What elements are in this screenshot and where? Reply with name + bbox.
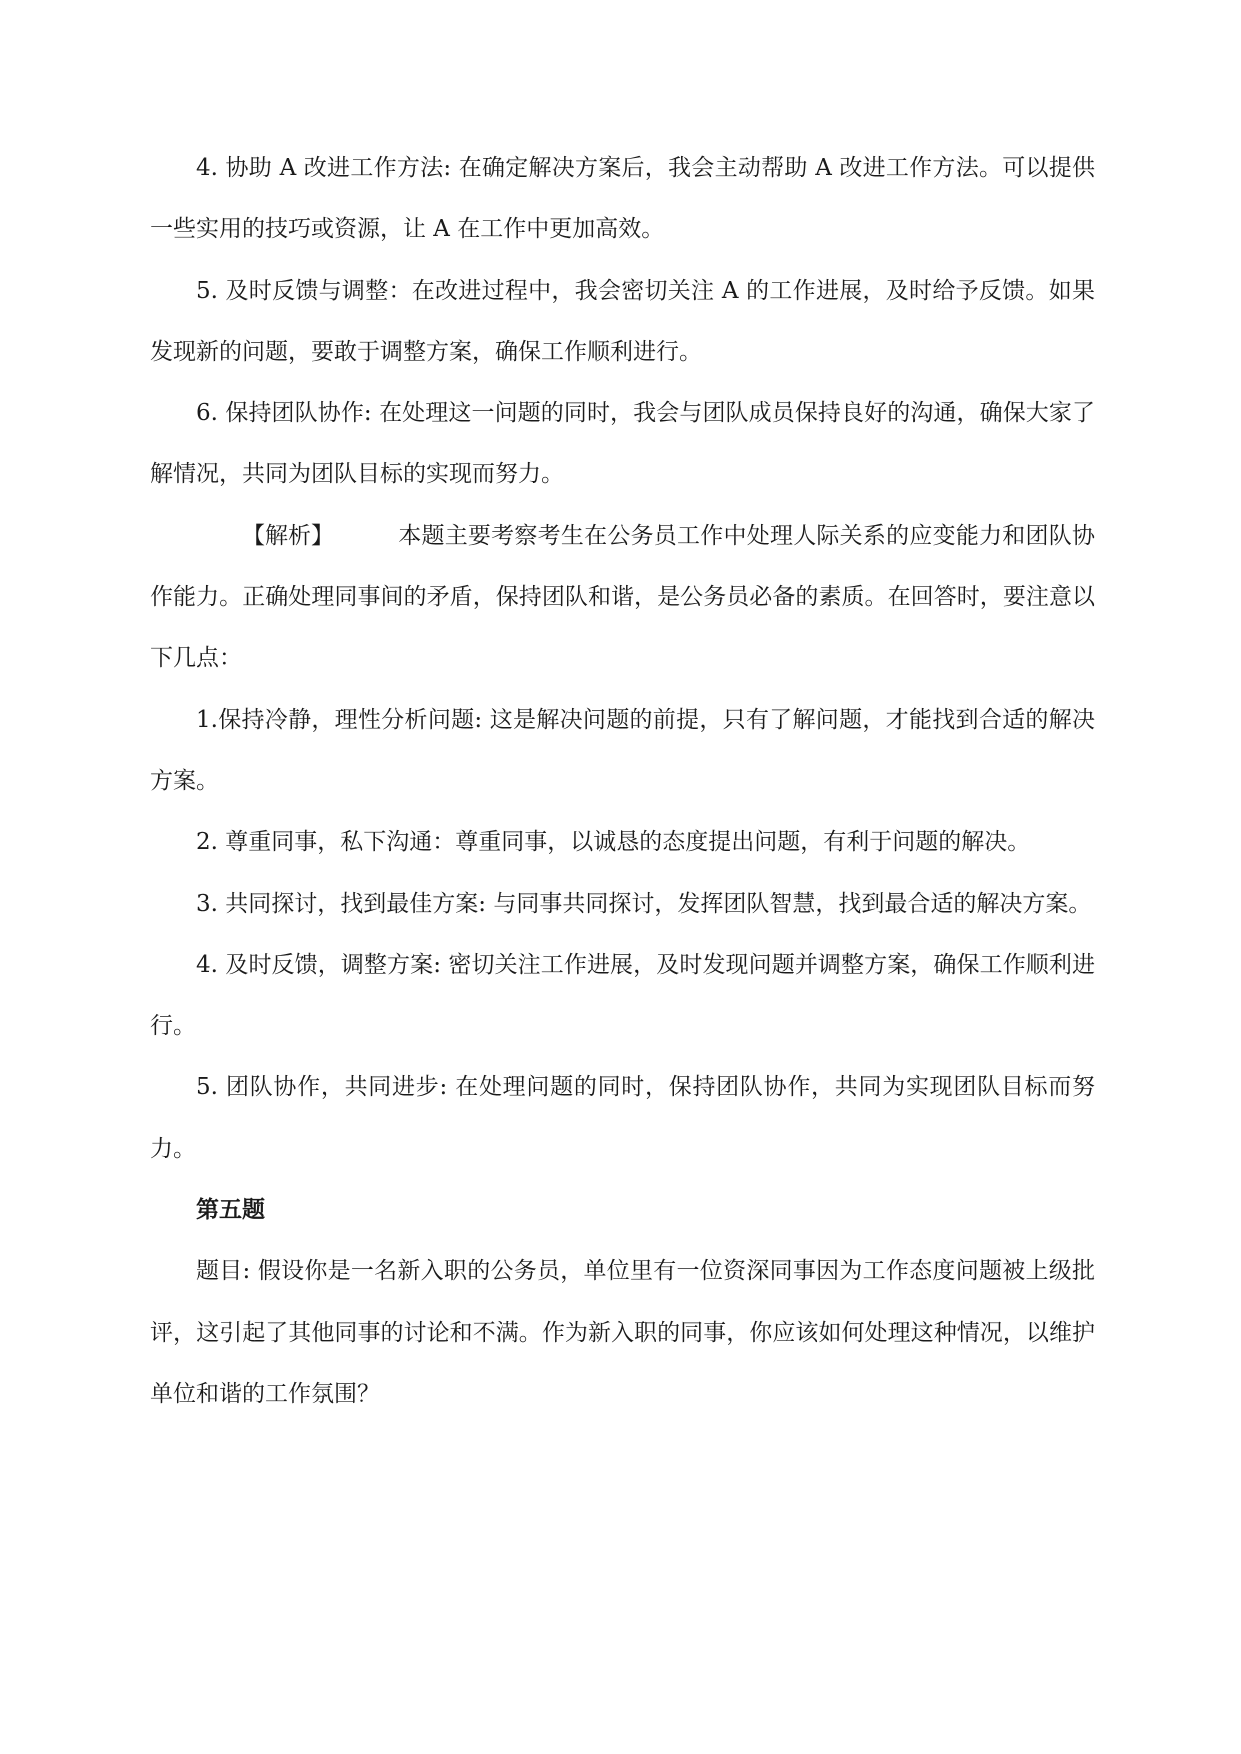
question-five-heading: 第五题 <box>196 1197 265 1224</box>
analysis-text: 本题主要考察考生在公务员工作中处理人际关系的应变能力和团队协作能力。正确处理同事间的矛盾，保持团队和谐，是公务员必备的素质。在回答时，要注意以下几点： <box>150 522 1095 672</box>
question-five-text: 题目: 假设你是一名新入职的公务员，单位里有一位资深同事因为工作态度问题被上级批评，这引起了其他同事的讨论和不满。作为新入职的同事，你应该如何处理这种情况，以维护单位和谐的工作氛围？ <box>150 1258 1095 1407</box>
answer-step-4: 4. 协助 A 改进工作方法: 在确定解决方案后，我会主动帮助 A 改进工作方法。可以提供一些实用的技巧或资源，让 A 在工作中更加高效。 <box>150 155 1095 243</box>
analysis-paragraph <box>150 506 1095 690</box>
analysis-point-5: 5. 团队协作，共同进步: 在处理问题的同时，保持团队协作，共同为实现团队目标而努力。 <box>150 1074 1095 1162</box>
document-body <box>150 138 1095 1425</box>
analysis-point-4: 4. 及时反馈，调整方案: 密切关注工作进展，及时发现问题并调整方案，确保工作顺利进行。 <box>150 951 1095 1040</box>
analysis-point-3: 3. 共同探讨，找到最佳方案: 与同事共同探讨，发挥团队智慧，找到最合适的解决方案。 <box>196 890 1092 917</box>
analysis-label: 【解析】 <box>242 522 334 549</box>
analysis-point-2: 2. 尊重同事，私下沟通：尊重同事，以诚恳的态度提出问题，有利于问题的解决。 <box>196 829 1031 856</box>
analysis-point-1: 1.保持冷静，理性分析问题: 这是解决问题的前提，只有了解问题，才能找到合适的解决方案。 <box>150 706 1095 794</box>
answer-step-6: 6. 保持团队协作: 在处理这一问题的同时，我会与团队成员保持良好的沟通，确保大家了解情况，共同为团队目标的实现而努力。 <box>150 400 1095 488</box>
answer-step-5: 5. 及时反馈与调整：在改进过程中，我会密切关注 A 的工作进展，及时给予反馈。如果发现新的问题，要敢于调整方案，确保工作顺利进行。 <box>150 277 1095 365</box>
